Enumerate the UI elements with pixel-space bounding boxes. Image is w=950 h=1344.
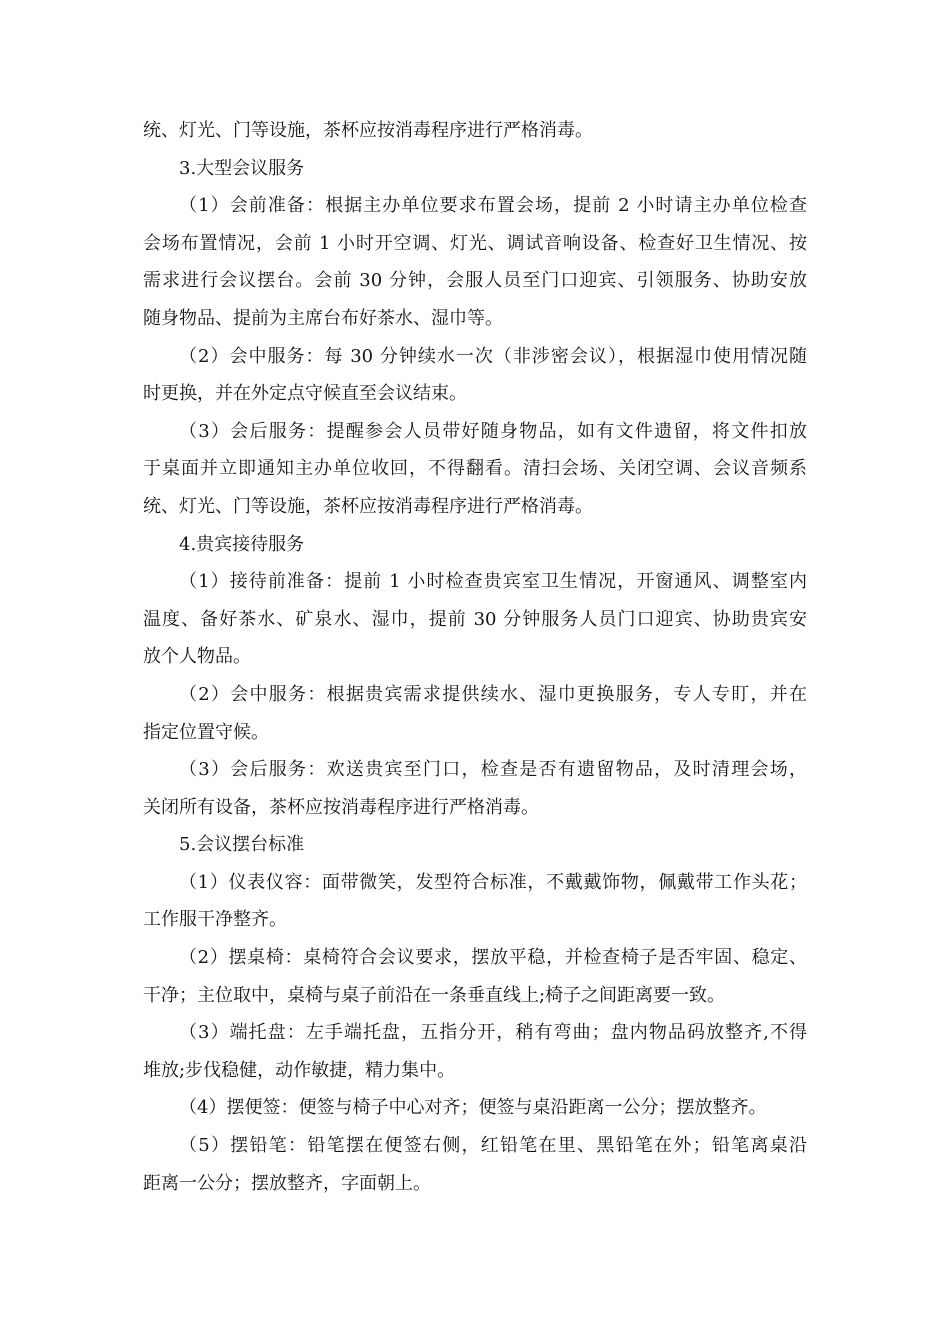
paragraph-line: 放个人物品。 <box>143 646 251 668</box>
paragraph-first-line: 4.贵宾接待服务 <box>179 533 305 555</box>
paragraph-first-line: （2）会中服务：每 30 分钟续水一次（非涉密会议），根据湿巾使用情况随 <box>179 345 807 367</box>
paragraph-line: 工作服干净整齐。 <box>143 909 287 931</box>
paragraph-first-line: （3）会后服务：提醒参会人员带好随身物品，如有文件遗留，将文件扣放 <box>179 420 807 442</box>
paragraph-first-line: （4）摆便签：便签与椅子中心对齐；便签与桌沿距离一公分；摆放整齐。 <box>179 1097 767 1119</box>
paragraph-first-line: （3）端托盘：左手端托盘，五指分开，稍有弯曲；盘内物品码放整齐,不得 <box>179 1022 807 1044</box>
paragraph-first-line: （1）会前准备：根据主办单位要求布置会场，提前 2 小时请主办单位检查 <box>179 195 807 217</box>
paragraph-first-line: 3.大型会议服务 <box>179 157 305 179</box>
paragraph-line: 于桌面并立即通知主办单位收回，不得翻看。清扫会场、关闭空调、会议音频系 <box>143 458 807 480</box>
paragraph-line: 距离一公分；摆放整齐，字面朝上。 <box>143 1172 431 1194</box>
paragraph-line: 干净；主位取中，桌椅与桌子前沿在一条垂直线上;椅子之间距离要一致。 <box>143 984 726 1006</box>
paragraph-first-line: （1）仪表仪容：面带微笑，发型符合标准，不戴戴饰物，佩戴带工作头花； <box>179 871 807 893</box>
document-body <box>143 112 807 1202</box>
paragraph-line: 时更换，并在外定点守候直至会议结束。 <box>143 383 467 405</box>
paragraph-line: 统、灯光、门等设施，茶杯应按消毒程序进行严格消毒。 <box>143 120 593 141</box>
paragraph-first-line: 5.会议摆台标准 <box>179 834 305 856</box>
paragraph-first-line: （5）摆铅笔：铅笔摆在便签右侧，红铅笔在里、黑铅笔在外；铅笔离桌沿 <box>179 1135 807 1157</box>
paragraph-line: 堆放;步伐稳健，动作敏捷，精力集中。 <box>143 1059 456 1081</box>
paragraph-first-line: （1）接待前准备：提前 1 小时检查贵宾室卫生情况，开窗通风、调整室内 <box>179 571 807 593</box>
paragraph-line: 会场布置情况，会前 1 小时开空调、灯光、调试音响设备、检查好卫生情况、按 <box>143 232 807 254</box>
paragraph-first-line: （2）会中服务：根据贵宾需求提供续水、湿巾更换服务，专人专盯，并在 <box>179 683 807 705</box>
paragraph-line: 需求进行会议摆台。会前 30 分钟，会服人员至门口迎宾、引领服务、协助安放 <box>143 270 807 292</box>
paragraph-line: 温度、备好茶水、矿泉水、湿巾，提前 30 分钟服务人员门口迎宾、协助贵宾安 <box>143 608 807 630</box>
paragraph-first-line: （3）会后服务：欢送贵宾至门口，检查是否有遗留物品，及时清理会场， <box>179 759 807 781</box>
paragraph-line: 统、灯光、门等设施，茶杯应按消毒程序进行严格消毒。 <box>143 495 593 517</box>
paragraph-line: 关闭所有设备，茶杯应按消毒程序进行严格消毒。 <box>143 796 539 818</box>
paragraph-line: 指定位置守候。 <box>143 721 269 743</box>
text-lines <box>143 112 807 1202</box>
paragraph-first-line: （2）摆桌椅：桌椅符合会议要求，摆放平稳，并检查椅子是否牢固、稳定、 <box>179 947 807 969</box>
paragraph-line: 随身物品、提前为主席台布好茶水、湿巾等。 <box>143 307 503 329</box>
